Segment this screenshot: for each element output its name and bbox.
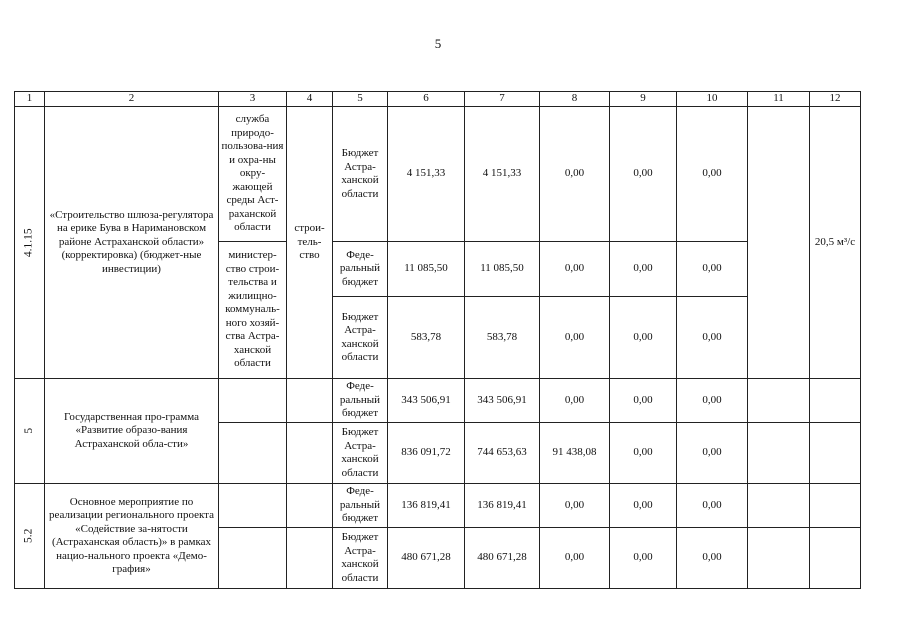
value-cell: 11 085,50: [388, 242, 465, 297]
empty-cell: [287, 528, 333, 589]
funding-source: Бюджет Астра-ханской области: [333, 107, 388, 242]
value-cell: 91 438,08: [540, 423, 610, 484]
value-cell: 0,00: [610, 528, 677, 589]
header-cell: 9: [610, 92, 677, 107]
funding-source: Бюджет Астра-ханской области: [333, 528, 388, 589]
value-cell: 744 653,63: [465, 423, 540, 484]
work-type: строи-тель-ство: [287, 107, 333, 379]
value-cell: 136 819,41: [388, 484, 465, 528]
empty-cell: [748, 107, 810, 379]
header-cell: 3: [219, 92, 287, 107]
measure-name: Основное мероприятие по реализации регионального проекта «Содействие за-нятости (Астраханская область)» в рамках нацио-нального проекта «Демо-графия»: [45, 484, 219, 589]
value-cell: 480 671,28: [465, 528, 540, 589]
value-cell: 0,00: [677, 379, 748, 423]
header-cell: 6: [388, 92, 465, 107]
header-cell: 12: [810, 92, 861, 107]
empty-cell: [810, 379, 861, 423]
empty-cell: [287, 484, 333, 528]
funding-source: Бюджет Астра-ханской области: [333, 423, 388, 484]
value-cell: 480 671,28: [388, 528, 465, 589]
empty-cell: [810, 484, 861, 528]
value-cell: 0,00: [677, 107, 748, 242]
empty-cell: [748, 423, 810, 484]
value-cell: 11 085,50: [465, 242, 540, 297]
value-cell: 343 506,91: [388, 379, 465, 423]
value-cell: 0,00: [610, 484, 677, 528]
header-cell: 4: [287, 92, 333, 107]
funding-source: Феде-ральный бюджет: [333, 242, 388, 297]
value-cell: 4 151,33: [465, 107, 540, 242]
empty-cell: [219, 423, 287, 484]
funding-source: Феде-ральный бюджет: [333, 484, 388, 528]
empty-cell: [748, 528, 810, 589]
header-cell: 10: [677, 92, 748, 107]
value-cell: 0,00: [540, 242, 610, 297]
capacity-cell: 20,5 м³/с: [810, 107, 861, 379]
row-code-cell: [15, 379, 45, 484]
value-cell: 583,78: [465, 297, 540, 379]
header-cell: 2: [45, 92, 219, 107]
funding-source: Бюджет Астра-ханской области: [333, 297, 388, 379]
row-code: 5: [22, 428, 35, 434]
value-cell: 0,00: [540, 297, 610, 379]
header-cell: 5: [333, 92, 388, 107]
page-number: 5: [434, 36, 442, 51]
empty-cell: [748, 379, 810, 423]
measure-name: «Строительство шлюза-регулятора на ерике Бува в Наримановском районе Астраханской области» (корректировка) (бюджет-ные инвестиции): [45, 107, 219, 379]
value-cell: 343 506,91: [465, 379, 540, 423]
empty-cell: [219, 379, 287, 423]
program-table: [14, 91, 861, 589]
row-code-cell: [15, 107, 45, 379]
executor: служба природо-пользова-ния и охра-ны окру-жающей среды Аст-раханской области: [219, 107, 287, 242]
value-cell: 583,78: [388, 297, 465, 379]
value-cell: 0,00: [610, 423, 677, 484]
value-cell: 0,00: [540, 379, 610, 423]
measure-name: Государственная про-грамма «Развитие образо-вания Астраханской обла-сти»: [45, 379, 219, 484]
value-cell: 0,00: [677, 484, 748, 528]
empty-cell: [219, 484, 287, 528]
empty-cell: [810, 423, 861, 484]
value-cell: 0,00: [610, 297, 677, 379]
empty-cell: [219, 528, 287, 589]
value-cell: 0,00: [677, 423, 748, 484]
row-code: 4.1.15: [22, 228, 35, 257]
row-code: 5.2: [22, 528, 35, 544]
value-cell: 0,00: [540, 107, 610, 242]
value-cell: 0,00: [610, 107, 677, 242]
value-cell: 836 091,72: [388, 423, 465, 484]
header-cell: 11: [748, 92, 810, 107]
header-row: [15, 92, 861, 107]
header-cell: 7: [465, 92, 540, 107]
funding-source: Феде-ральный бюджет: [333, 379, 388, 423]
value-cell: 0,00: [540, 528, 610, 589]
value-cell: 0,00: [677, 297, 748, 379]
value-cell: 4 151,33: [388, 107, 465, 242]
table-row: [15, 107, 861, 242]
row-code-cell: [15, 484, 45, 589]
header-cell: 8: [540, 92, 610, 107]
header-cell: 1: [15, 92, 45, 107]
value-cell: 0,00: [610, 242, 677, 297]
value-cell: 136 819,41: [465, 484, 540, 528]
value-cell: 0,00: [610, 379, 677, 423]
value-cell: 0,00: [677, 528, 748, 589]
value-cell: 0,00: [677, 242, 748, 297]
table-row: [15, 484, 861, 528]
empty-cell: [287, 423, 333, 484]
value-cell: 0,00: [540, 484, 610, 528]
empty-cell: [748, 484, 810, 528]
executor: министер-ство строи-тельства и жилищно-коммуналь-ного хозяй-ства Астра-ханской области: [219, 242, 287, 379]
empty-cell: [287, 379, 333, 423]
empty-cell: [810, 528, 861, 589]
table-row: [15, 379, 861, 423]
